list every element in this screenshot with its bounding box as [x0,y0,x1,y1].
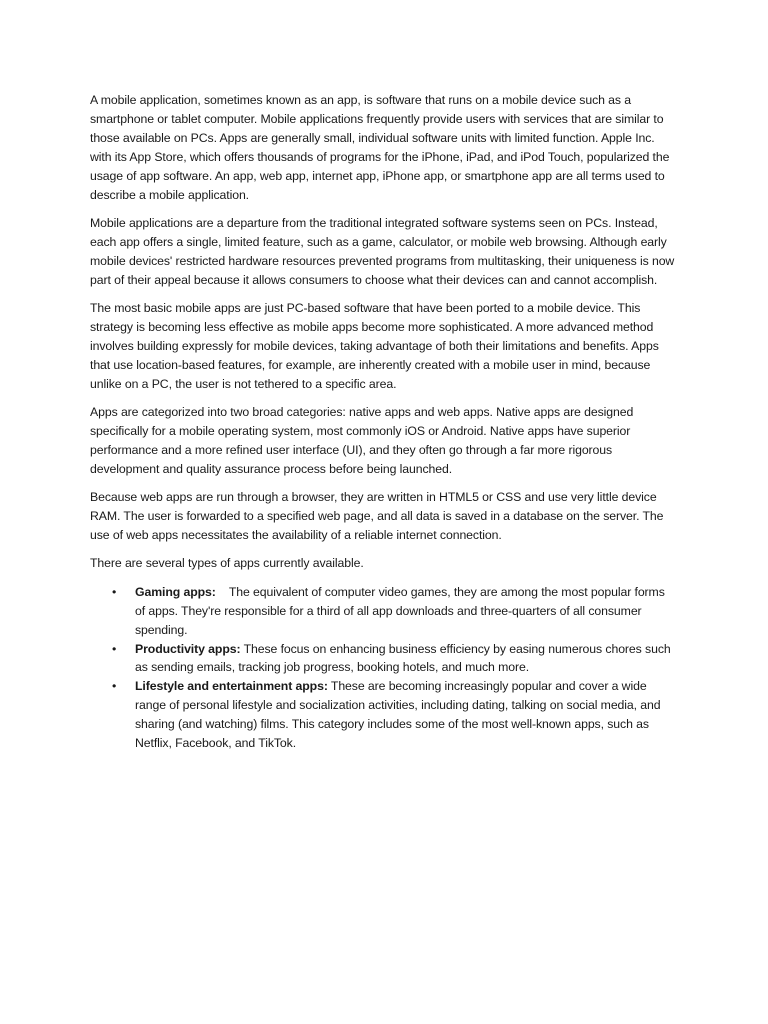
list-item-lifestyle [90,677,678,753]
list-item-title: Lifestyle and entertainment apps: [135,679,328,694]
list-item-title: Gaming apps: [135,584,216,599]
list-item-gaming [90,583,678,640]
paragraph-intro: A mobile application, sometimes known as an app, is software that runs on a mobile device such as a smartphone or tablet computer. Mobile applications frequently provide users with services that are similar to those available on PCs. Apps are generally small, individual software units with limited function. Apple Inc. with its App Store, which offers thousands of programs for the iPhone, iPad, and iPod Touch, popularized the usage of app software. An app, web app, internet app, iPhone app, or smartphone app are all terms used to describe a mobile application. [90,93,670,202]
list-item-text: The equivalent of computer video games, they are among the most popular forms of apps. They're responsible for a third of all app downloads and three-quarters of all consumer spending. [135,584,669,637]
list-item-text: These are becoming increasingly popular and cover a wide range of personal lifestyle and socialization activities, including dating, talking on social media, and sharing (and watching) films. This category includes some of the most well-known apps, such as Netflix, Facebook, and TikTok. [135,679,664,751]
paragraph-categories: Apps are categorized into two broad categories: native apps and web apps. Native apps are designed specifically for a mobile operating system, most commonly iOS or Android. Native apps have superior performance and a more refined user interface (UI), and they often go through a far more rigorous development and quality assurance process before being launched. [90,405,634,476]
paragraph-types-intro: There are several types of apps currently available. [90,556,364,571]
paragraph-web-apps: Because web apps are run through a browser, they are written in HTML5 or CSS and use very little device RAM. The user is forwarded to a specified web page, and all data is saved in a database on the server. The use of web apps necessitates the availability of a reliable internet connection. [90,490,664,543]
app-types-list [90,583,678,753]
document-page [90,91,678,753]
paragraph-departure: Mobile applications are a departure from the traditional integrated software systems seen on PCs. Instead, each app offers a single, limited feature, such as a game, calculator, or mobile web browsing. Although early mobile devices' restricted hardware resources prevented programs from multitasking, their uniqueness is now part of their appeal because it allows consumers to choose what their devices can and cannot accomplish. [90,215,675,287]
bullet-icon: • [112,641,117,656]
list-item-title: Productivity apps: [135,641,241,656]
paragraph-basic-apps: The most basic mobile apps are just PC-based software that have been ported to a mobile device. This strategy is becoming less effective as mobile apps become more sophisticated. A more advanced method involves building expressly for mobile devices, taking advantage of both their limitations and benefits. Apps that use location-based features, for example, are inherently created with a mobile user in mind, because unlike on a PC, the user is not tethered to a specific area. [90,301,659,391]
list-item-productivity [90,640,678,678]
list-item-text: These focus on enhancing business efficiency by easing numerous chores such as sending emails, tracking job progress, booking hotels, and much more. [135,641,674,675]
bullet-icon: • [112,679,117,694]
bullet-icon: • [112,584,117,599]
